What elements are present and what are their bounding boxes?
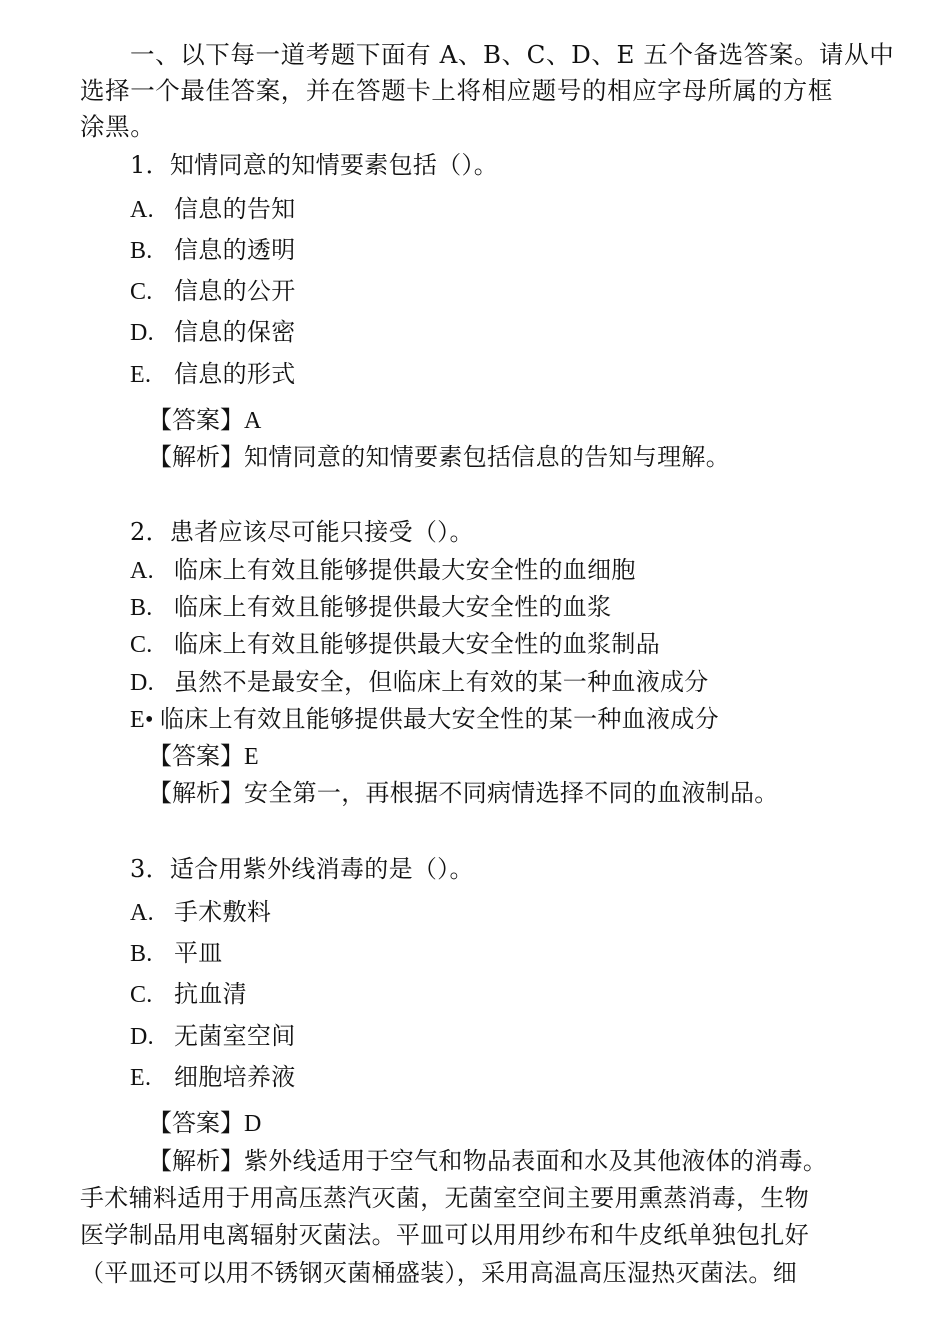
- question-3-analysis-line-3: 医学制品用电离辐射灭菌法。平皿可以用用纱布和牛皮纸单独包扎好: [80, 1221, 809, 1249]
- question-3-option-e: [130, 1062, 296, 1093]
- analysis-text: 紫外线适用于空气和物品表面和水及其他液体的消毒。: [244, 1147, 828, 1175]
- question-1-stem: 1．知情同意的知情要素包括（）。: [130, 151, 499, 179]
- option-text: 抗血清: [174, 980, 247, 1008]
- question-2-option-c: [130, 629, 660, 660]
- question-3-option-c: [130, 979, 247, 1010]
- answer-label: 【答案】: [148, 742, 244, 770]
- intro-line-1: 一、以下每一道考题下面有 A、B、C、D、E 五个备选答案。请从中: [130, 40, 895, 69]
- option-letter: E•: [130, 707, 154, 733]
- question-2-option-b: [130, 592, 611, 623]
- question-3-stem: 3．适合用紫外线消毒的是（）。: [130, 855, 474, 883]
- option-text: 细胞培养液: [174, 1063, 296, 1091]
- question-2-option-e: [130, 704, 719, 735]
- option-text: 信息的公开: [174, 277, 296, 305]
- option-letter: A.: [130, 900, 154, 926]
- option-text: 无菌室空间: [174, 1022, 296, 1050]
- question-3-option-d: [130, 1021, 296, 1052]
- question-1-option-a: [130, 194, 296, 225]
- analysis-text: 知情同意的知情要素包括信息的告知与理解。: [244, 443, 730, 471]
- question-3-option-b: [130, 938, 223, 969]
- question-2-option-a: [130, 555, 636, 586]
- intro-line-3: 涂黑。: [80, 112, 156, 141]
- question-1-answer: [148, 405, 262, 436]
- option-letter: E.: [130, 362, 152, 388]
- option-letter: D.: [130, 670, 154, 696]
- answer-value: E: [244, 744, 259, 770]
- analysis-label: 【解析】: [148, 443, 244, 471]
- option-text: 虽然不是最安全，但临床上有效的某一种血液成分: [174, 668, 709, 696]
- option-text: 临床上有效且能够提供最大安全性的血浆制品: [174, 630, 660, 658]
- option-text: 临床上有效且能够提供最大安全性的某一种血液成分: [160, 705, 719, 733]
- question-1-option-d: [130, 317, 296, 348]
- question-1-analysis: [148, 442, 730, 472]
- option-text: 信息的形式: [174, 360, 296, 388]
- intro-line-2: 选择一个最佳答案，并在答题卡上将相应题号的相应字母所属的方框: [80, 76, 833, 105]
- option-text: 信息的透明: [174, 236, 296, 264]
- analysis-text: 安全第一，再根据不同病情选择不同的血液制品。: [244, 779, 779, 807]
- option-text: 临床上有效且能够提供最大安全性的血浆: [174, 593, 612, 621]
- question-2-analysis: [148, 778, 779, 808]
- question-3-option-a: [130, 897, 271, 928]
- option-text: 手术敷料: [174, 898, 272, 926]
- option-letter: E.: [130, 1065, 152, 1091]
- question-3-analysis-line-2: 手术辅料适用于用高压蒸汽灭菌，无菌室空间主要用熏蒸消毒，生物: [80, 1184, 809, 1212]
- option-letter: D.: [130, 320, 154, 346]
- analysis-label: 【解析】: [148, 779, 244, 807]
- question-2-answer: [148, 741, 259, 772]
- option-letter: C.: [130, 632, 153, 658]
- question-2-option-d: [130, 667, 709, 698]
- question-2-stem: 2．患者应该尽可能只接受（）。: [130, 518, 474, 546]
- question-3-answer: [148, 1108, 262, 1139]
- option-text: 平皿: [174, 939, 223, 967]
- answer-value: D: [244, 1111, 262, 1137]
- option-letter: C.: [130, 279, 153, 305]
- option-letter: B.: [130, 941, 153, 967]
- question-1-option-b: [130, 235, 296, 266]
- answer-label: 【答案】: [148, 406, 244, 434]
- option-letter: B.: [130, 595, 153, 621]
- question-3-analysis: [148, 1146, 827, 1176]
- question-1-option-c: [130, 276, 296, 307]
- option-text: 信息的告知: [174, 195, 296, 223]
- question-3-analysis-line-4: （平皿还可以用不锈钢灭菌桶盛装），采用高温高压湿热灭菌法。细: [80, 1259, 797, 1287]
- option-text: 临床上有效且能够提供最大安全性的血细胞: [174, 556, 636, 584]
- question-1-option-e: [130, 359, 296, 390]
- option-letter: A.: [130, 197, 154, 223]
- option-text: 信息的保密: [174, 318, 296, 346]
- answer-label: 【答案】: [148, 1109, 244, 1137]
- option-letter: A.: [130, 558, 154, 584]
- option-letter: D.: [130, 1024, 154, 1050]
- option-letter: B.: [130, 238, 153, 264]
- analysis-label: 【解析】: [148, 1147, 244, 1175]
- option-letter: C.: [130, 982, 153, 1008]
- answer-value: A: [244, 408, 262, 434]
